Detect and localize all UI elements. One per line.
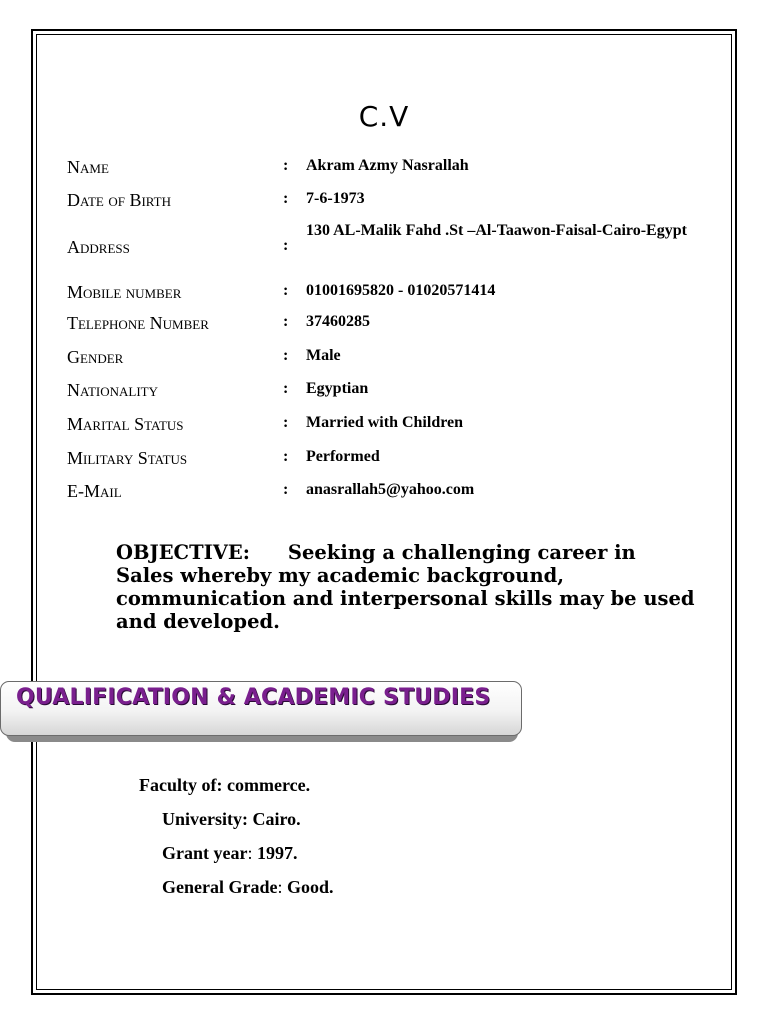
info-label: E-Mail [67,481,122,501]
info-label: Gender [67,347,124,367]
info-label: Telephone Number [67,313,209,333]
info-value: Performed [306,448,380,465]
info-colon: : [283,237,289,254]
info-label: Name [67,157,109,177]
education-university: University: Cairo. [162,809,301,829]
info-colon: : [283,190,289,207]
info-colon: : [283,157,289,174]
info-colon: : [283,282,289,299]
education-faculty: Faculty of: commerce. [139,775,311,795]
info-label: Mobile number [67,282,182,302]
info-value: Egyptian [306,380,369,397]
info-colon: : [283,481,289,498]
general-grade-separator: : [277,877,283,897]
info-label: Nationality [67,380,158,400]
info-value: Married with Children [306,414,464,431]
info-value: Akram Azmy Nasrallah [306,157,469,174]
info-label: Military Status [67,448,188,468]
info-value: 7-6-1973 [306,190,365,207]
objective-label: OBJECTIVE: [116,541,250,564]
grant-year-label: Grant year [162,843,248,863]
info-value: Male [306,347,341,364]
objective-paragraph [116,541,696,633]
info-colon: : [283,347,289,364]
info-value: anasrallah5@yahoo.com [306,481,475,498]
info-label: Marital Status [67,414,184,434]
info-colon: : [283,448,289,465]
info-label: Date of Birth [67,190,172,210]
education-general-grade [162,877,334,898]
document-title: C.V [358,100,410,133]
general-grade-value: Good. [282,877,334,897]
general-grade-label: General Grade [162,877,278,897]
info-value: 130 AL-Malik Fahd .St –Al-Taawon-Faisal-Cairo-Egypt [306,222,687,239]
info-colon: : [283,380,289,397]
info-colon: : [283,414,289,431]
education-grant-year [162,843,298,864]
objective-text: Seeking a challenging career in Sales whereby my academic background, communication and interpersonal skills may be used and developed. [116,541,695,633]
info-colon: : [283,313,289,330]
grant-year-separator: : [247,843,253,863]
info-value: 01001695820 - 01020571414 [306,282,496,299]
info-value: 37460285 [306,313,370,330]
grant-year-value: 1997. [252,843,298,863]
info-label: Address [67,237,130,257]
page-border-inner [36,34,732,990]
section-heading-qualification: QUALIFICATION & ACADEMIC STUDIES [16,685,491,710]
